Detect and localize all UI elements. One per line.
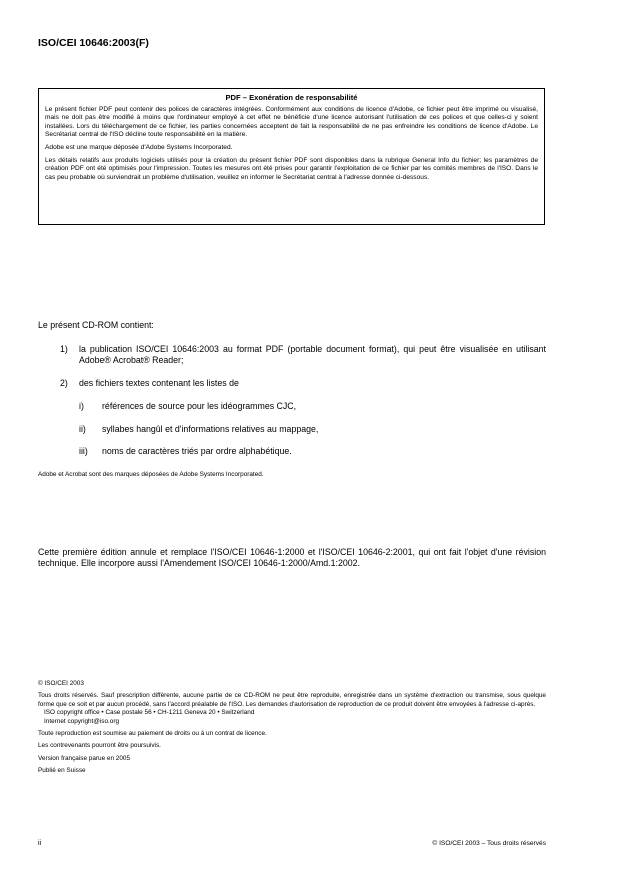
- disclaimer-paragraph-trademark: Adobe est une marque déposée d'Adobe Systems Incorporated.: [45, 143, 233, 151]
- sub-list-item-number: i): [79, 401, 84, 411]
- pdf-disclaimer-box: [38, 88, 545, 225]
- disclaimer-title: PDF – Exonération de responsabilité: [225, 93, 358, 102]
- copyright-line: © ISO/CEI 2003: [38, 680, 84, 687]
- disclaimer-paragraph-details: Les détails relatifs aux produits logiciels utilisés pour la création du présent fichier PDF sont disponibles dans la rubrique General Info du fichier; les paramètres de création PDF ont été optimisés pour l'impression. Toutes les mesures ont été prises pour garantir l'exploitation de ce fichier par les comités membres de l'ISO. Dans le cas peu probable où surviendrait un problème d'utilisation, veuillez en informer le Secrétariat central à l'adresse donnée ci-dessous.: [45, 156, 538, 181]
- cdrom-contents-intro: Le présent CD-ROM contient:: [38, 320, 154, 330]
- copyright-block: [38, 680, 546, 776]
- sub-list-item-number: iii): [79, 446, 88, 456]
- version-note: Version française parue en 2005: [38, 754, 131, 762]
- trademark-note: Adobe et Acrobat sont des marques déposées de Adobe Systems Incorporated.: [38, 471, 264, 478]
- list-item-text: des fichiers textes contenant les listes de: [79, 378, 239, 388]
- publication-country: Publié en Suisse: [38, 767, 86, 775]
- sub-list-item: [79, 401, 539, 413]
- reproduction-note: Toute reproduction est soumise au paiement de droits ou à un contrat de licence.: [38, 730, 267, 738]
- sub-list-item: [79, 446, 539, 458]
- sub-list-item: [79, 424, 539, 436]
- sub-list-item-text: noms de caractères triés par ordre alphabétique.: [102, 446, 292, 456]
- copyright-office-internet: Internet copyright@iso.org: [44, 717, 120, 725]
- sub-list-item-number: ii): [79, 424, 86, 434]
- footer-copyright: © ISO/CEI 2003 – Tous droits réservés: [432, 840, 546, 847]
- list-item-number: 2): [60, 378, 68, 388]
- list-item: [60, 344, 546, 368]
- document-reference: ISO/CEI 10646:2003(F): [38, 37, 149, 49]
- disclaimer-paragraph-license: Le présent fichier PDF peut contenir des polices de caractères intégrées. Conformément aux conditions de licence d'Adobe, ce fichier peut être imprimé ou visualisé, mais ne doit pas être modifié à moins que l'ordinateur employé à cet effet ne bénéficie d'une licence autorisant l'utilisation de ces polices et que celles-ci y soient installées. Lors du téléchargement de ce fichier, les parties concernées acceptent de fait la responsabilité de ne pas enfreindre les conditions de licence d'Adobe. Le Secrétariat central de l'ISO décline toute responsabilité en la matière.: [45, 105, 538, 139]
- list-item: [60, 378, 546, 390]
- list-item-number: 1): [60, 344, 68, 354]
- sub-list-item-text: syllabes hangûl et d'informations relatives au mappage,: [102, 424, 319, 434]
- copyright-office-address: ISO copyright office • Case postale 56 • CH-1211 Geneva 20 • Switzerland: [44, 709, 255, 717]
- infringement-note: Les contrevenants pourront être poursuivis.: [38, 742, 161, 750]
- list-item-text: la publication ISO/CEI 10646:2003 au format PDF (portable document format), qui peut être visualisée en utilisant Adobe® Acrobat® Reader;: [79, 344, 546, 365]
- rights-reserved-text: Tous droits réservés. Sauf prescription différente, aucune partie de ce CD-ROM ne peut être reproduite, enregistrée dans un système d'extraction ou transmise, sous quelque forme que ce soit et par aucun procédé, sans l'accord préalable de l'ISO. Les demandes d'autorisation de reproduction de ce produit doivent être envoyées à l'adresse ci-après.: [38, 692, 546, 708]
- sub-list-item-text: références de source pour les idéogrammes CJC,: [102, 401, 297, 411]
- edition-note: Cette première édition annule et remplace l'ISO/CEI 10646-1:2000 et l'ISO/CEI 10646-2:2001, qui ont fait l'objet d'une révision technique. Elle incorpore aussi l'Amendement ISO/CEI 10646-1:2000/Amd.1:2002.: [38, 547, 546, 568]
- page-number: ii: [38, 840, 42, 847]
